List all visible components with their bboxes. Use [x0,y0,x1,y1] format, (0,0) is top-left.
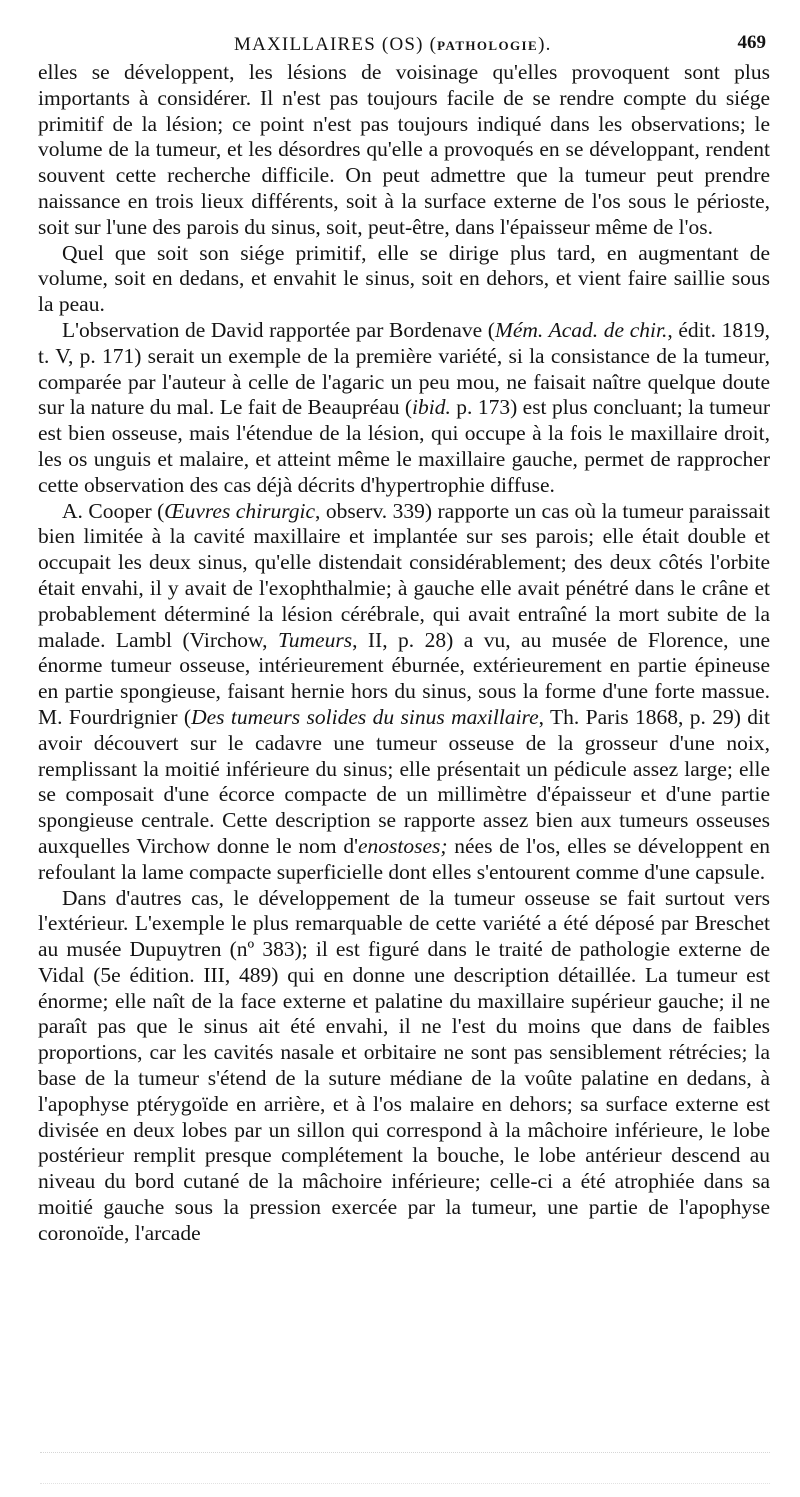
paragraph-4-text-5: nées de l'os, elles se développent en refoulant la lame compacte superficielle dont elles s'entourent comme d'une capsule. [38,833,771,884]
paragraph-4-citation-3: Des tumeurs solides du sinus maxillaire [191,704,539,729]
paragraph-3 [38,318,770,499]
paragraph-2 [38,241,770,318]
paragraph-4-citation-1: Œuvres chirurgic [164,498,316,523]
header-title-end: ). [538,34,552,55]
paragraph-5 [38,886,770,1247]
paragraph-3-text-1: L'observation de David rapportée par Bordenave ( [62,317,495,342]
running-header [38,26,770,60]
paragraph-4-citation-2: Tumeurs [278,627,353,652]
paragraph-4-text-2: , observ. 339) rapporte un cas où la tumeur paraissait bien limitée à la cavité maxillaire et implantée sur ses parois; elle était double et occupait les deux sinus, qu'elle distendait considérablement; des deux côtés l'orbite était envahi, il y avait de l'exophthalmie; à gauche elle avait pénétré dans le crâne et probablement déterminé la lésion cérébrale, qui avait entraîné la mort subite de la malade. Lambl (Virchow, [38,498,770,652]
paragraph-5-text: Dans d'autres cas, le développement de la tumeur osseuse se fait surtout vers l'extérieur. L'exemple le plus remarquable de cette variété a été déposé par Breschet au musée Dupuytren (nº 383); il est figuré dans le traité de pathologie externe de Vidal (5e édition. III, 489) qui en donne une description détaillée. La tumeur est énorme; elle naît de la face externe et palatine du maxillaire supérieur gauche; il ne paraît pas que le sinus ait été envahi, il ne l'est du moins que dans de faibles proportions, car les cavités nasale et orbitaire ne sont pas sensiblement rétrécies; la base de la tumeur s'étend de la suture médiane de la voûte palatine en dedans, à l'apophyse ptérygoïde en arrière, et à l'os malaire en dehors; sa surface externe est divisée en deux lobes par un sillon qui correspond à la mâchoire inférieure, le lobe postérieur remplit presque complétement la bouche, le lobe antérieur descend au niveau du bord cutané de la mâchoire inférieure; celle-ci a été atrophiée dans sa moitié gauche sous la pression exercée par la tumeur, une partie de l'apophyse coronoïde, l'arcade [38,885,770,1245]
paragraph-3-text-2: , édit. 1819, t. V, p. 171) serait un exemple de la première variété, si la consistance de la tumeur, comparée par l'auteur à celle de l'agaric un peu mou, ne faisait naître quelque doute sur la nature du mal. Le fait de Beaupréau ( [38,317,771,420]
header-title [234,34,552,56]
page-bottom-noise [40,1452,770,1484]
paragraph-4-text-3: , II, p. 28) a vu, au musée de Florence, une énorme tumeur osseuse, intérieurement éburnée, extérieurement en partie épineuse en partie spongieuse, faisant hernie hors du sinus, sous la forme d'une forte massue. M. Fourdrignier ( [38,627,770,729]
header-title-section: PATHOLOGIE [437,38,539,53]
paragraph-4-text-4: , Th. Paris 1868, p. 29) dit avoir découvert sur le cadavre une tumeur osseuse de la grosseur d'une noix, remplissant la moitié inférieure du sinus; elle présentait un pédicule assez large; elle se composait d'une écorce compacte de un millimètre d'épaisseur et d'une partie spongieuse centrale. Cette description se rapporte assez bien aux tumeurs osseuses auxquelles Virchow donne le nom d' [38,704,771,858]
paragraph-3-citation-2: ibid. [412,395,451,420]
paragraph-4-term: enostoses; [357,833,448,858]
paragraph-2-text: Quel que soit son siége primitif, elle se dirige plus tard, en augmentant de volume, soit en dedans, et envahit le sinus, soit en dehors, et vient faire saillie sous la peau. [38,240,770,317]
paragraph-1-text: elles se développent, les lésions de voisinage qu'elles provoquent sont plus importants à considérer. Il n'est pas toujours facile de se rendre compte du siége primitif de la lésion; ce point n'est pas toujours indiqué dans les observations; le volume de la tumeur, et les désordres qu'elle a provoqués en se développant, rendent souvent cette recherche difficile. On peut admettre que la tumeur peut prendre naissance en trois lieux différents, soit à la surface externe de l'os sous le périoste, soit sur l'une des parois du sinus, soit, peut-être, dans l'épaisseur même de l'os. [38,60,770,239]
body-text [38,60,770,1247]
header-title-main: MAXILLAIRES (OS) ( [234,34,438,55]
paragraph-3-citation-1: Mém. Acad. de chir. [494,317,668,342]
page-number: 469 [737,32,766,53]
paragraph-3-text-3: p. 173) est plus concluant; la tumeur est bien osseuse, mais l'étendue de la lésion, qui occupe à la fois le maxillaire droit, les os unguis et malaire, et atteint même le maxillaire gauche, permet de rapprocher cette observation des cas déjà décrits d'hypertrophie diffuse. [38,395,770,497]
paragraph-1 [38,60,770,241]
paragraph-4-text-1: A. Cooper ( [62,498,165,523]
paragraph-4 [38,499,770,886]
document-page [38,26,770,1247]
